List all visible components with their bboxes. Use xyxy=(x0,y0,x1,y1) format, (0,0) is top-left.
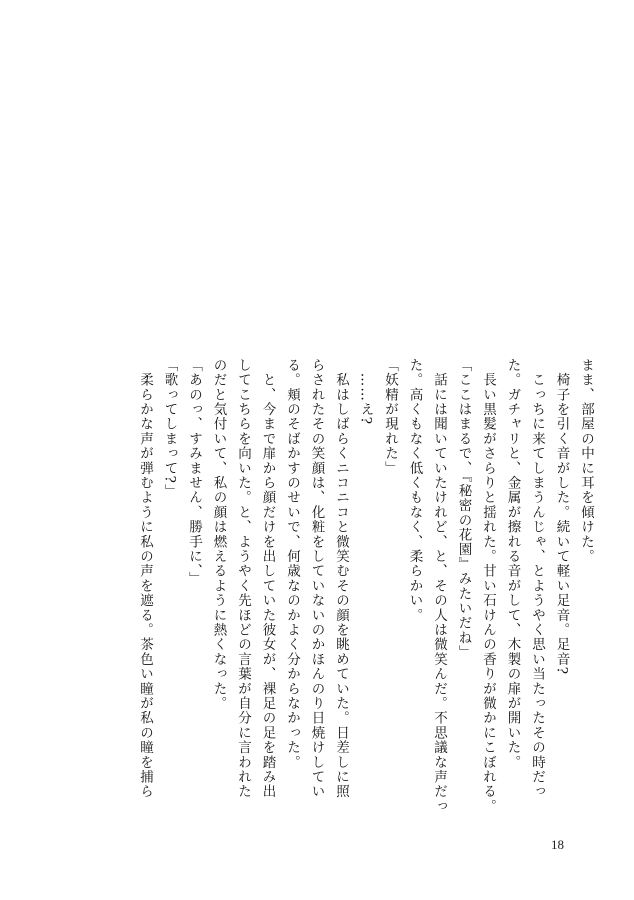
text-line: た。ガチャリと、金属が擦れる音がして、木製の扉が開いた。 xyxy=(504,358,521,770)
page-number: 18 xyxy=(551,837,564,852)
text-line: 長い黒髪がさらりと揺れた。甘い石けんの香りが微かにこぼれる。 xyxy=(480,358,496,814)
text-line: 椅子を引く音がした。続いて軽い足音。足音? xyxy=(553,358,570,676)
text-line: 「歌ってしまって?」 xyxy=(161,358,178,499)
text-line: らされたその笑顔は、化粧をしていないのかほんのり日焼けしてい xyxy=(308,358,325,799)
text-line: 柔らかな声が弾むように私の声を遮る。茶色い瞳が私の瞳を捕ら xyxy=(137,358,153,799)
text-line: た。高くもなく低くもなく、柔らかい。 xyxy=(406,358,423,623)
text-line: と、今まで扉から顔だけを出していた彼女が、裸足の足を踏み出 xyxy=(259,358,276,799)
text-line: 「あのっ、すみません、勝手に、」 xyxy=(186,358,202,587)
vertical-text-body xyxy=(133,358,599,814)
text-line: 「ここはまるで、『秘密の花園』みたいだね」 xyxy=(455,358,472,660)
text-line: してこちらを向いた。と、ようやく先ほどの言葉が自分に言われた xyxy=(235,358,251,799)
text-line: 話には聞いていたけれど、と、その人は微笑んだ。不思議な声だっ xyxy=(431,358,447,814)
text-line: まま、部屋の中に耳を傾けた。 xyxy=(578,358,594,564)
text-line: のだと気付いて、私の顔は燃えるように熱くなった。 xyxy=(210,358,227,711)
text-line: 私はしばらくニコニコと微笑むその顔を眺めていた。日差しに照 xyxy=(333,358,349,799)
text-line: る。頬のそばかすのせいで、何歳なのかよく分からなかった。 xyxy=(284,358,300,770)
text-line: 「妖精が現れた」 xyxy=(382,358,398,476)
text-line: こっちに来てしまうんじゃ、とようやく思い当たったその時だっ xyxy=(529,358,545,799)
text-line: ……え? xyxy=(357,358,374,426)
